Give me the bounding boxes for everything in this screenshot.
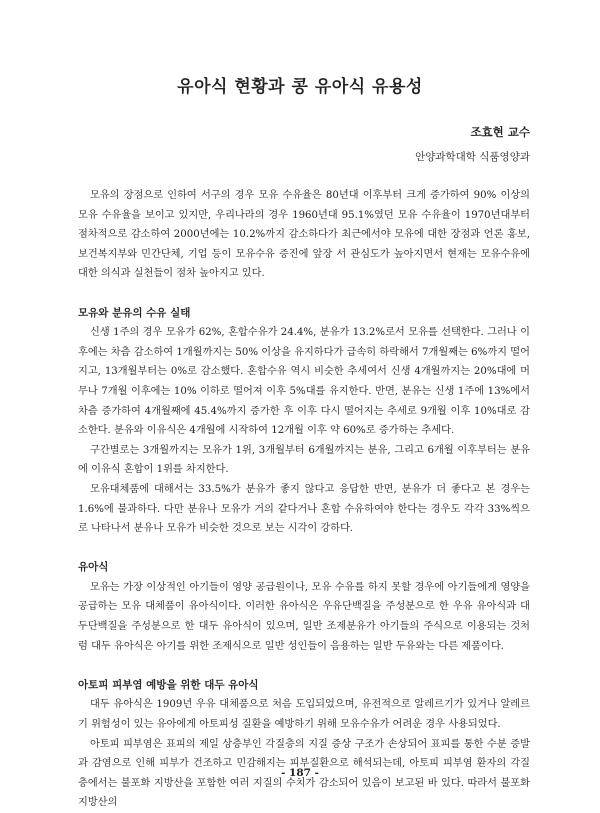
section-heading: 유아식 [78, 561, 109, 574]
intro-paragraph: 모유의 장점으로 인하여 서구의 경우 모유 수유율은 80년대 이후부터 크게 증가하여 90% 이상의 모유 수유율을 보이고 있지만, 우리나라의 경우 1960년대 95.1%였던 모유 수유율이 1970년대부터 점차적으로 감소하여 2000년에는 10.2%까지 감소하다가 최근에서야 모유에 대한 장점과 언론 홍보, 보건복지부와 민간단체, 기업 등이 모유수유 증진에 앞장 서 관심도가 높아지면서 현재는 모유수유에 대한 의식과 실천들이 점차 높아지고 있다. [78, 190, 530, 280]
paragraph: 신생 1주의 경우 모유가 62%, 혼합수유가 24.4%, 분유가 13.2%로서 모유를 선택한다. 그러나 이후에는 차츰 감소하여 1개월까지는 50% 이상을 유지하다가 급속히 하락해서 7개월째는 6%까지 떨어지고, 13개월부터는 0%로 감소했다. 혼합수유 역시 비슷한 추세여서 신생 4개월까지는 20%대에 머무나 7개월 이후에는 10% 이하로 떨어져 이후 5%대를 유지한다. 반면, 분유는 신생 1주에 13%에서 차츰 증가하여 4개월째에 45.4%까지 증가한 후 이후 다시 떨어지는 추세로 9개월 이후 10%대로 감소한다. 분유와 이유식은 4개월에 시작하여 12개월 이후 약 60%로 증가하는 추세다. [78, 327, 530, 437]
section-heading: 모유와 분유의 수유 실태 [78, 306, 191, 319]
paragraph: 구간별로는 3개월까지는 모유가 1위, 3개월부터 6개월까지는 분유, 그리고 6개월 이후부터는 분유에 이유식 혼합이 1위를 차지한다. [78, 444, 530, 476]
section-infant-formula [78, 558, 530, 656]
section-feeding-status [78, 304, 530, 539]
page-number: - 187 - [281, 767, 319, 779]
article-title: 유아식 현황과 콩 유아식 유용성 [177, 77, 423, 97]
section-soy-formula-atopy [78, 676, 530, 813]
author-name: 조효현 교수 [470, 125, 530, 139]
paragraph: 아토피 피부염은 표피의 제일 상층부인 각질층의 지질 증상 구조가 손상되어 표피를 통한 수분 증발과 감염으로 인해 피부가 건조하고 민감해지는 피부질환으로 해석되는데, 아토피 피부염 환자의 각질층에서는 불포화 지방산을 포함한 여러 지질의 수치가 감소되어 있음이 보고된 바 있다. 따라서 불포화 지방산의 [78, 738, 530, 809]
paragraph: 대두 유아식은 1909년 우유 대체품으로 처음 도입되었으며, 유전적으로 알레르기가 있거나 알레르기 위험성이 있는 유아에게 아토피성 질환을 예방하기 위해 모유수유가 어려운 경우 사용되었다. [78, 699, 530, 731]
author-affiliation: 안양과학대학 식품영양과 [415, 151, 530, 163]
paragraph: 모유대체품에 대해서는 33.5%가 분유가 좋지 않다고 응답한 반면, 분유가 더 좋다고 본 경우는 1.6%에 불과하다. 다만 분유나 모유가 거의 같다거나 혼합 수유하여야 한다는 경우도 각각 33%씩으로 나타나서 분유나 모유가 비슷한 것으로 보는 시각이 강하다. [78, 483, 530, 535]
section-heading: 아토피 피부염 예방을 위한 대두 유아식 [78, 678, 259, 691]
paragraph: 모유는 가장 이상적인 아기들이 영양 공급원이나, 모유 수유를 하지 못할 경우에 아기들에게 영양을 공급하는 모유 대체품이 유아식이다. 이러한 유아식은 우유단백질을 주성분으로 한 우유 유아식과 대두단백질을 주성분으로 한 대두 유아식이 있으며, 일반 조제분유가 아기들의 주식으로 이용되는 것처럼 대두 유아식은 아기를 위한 조제식으로 일반 성인들이 음용하는 일반 두유와는 다른 제품이다. [78, 581, 530, 652]
article-body [78, 186, 530, 813]
